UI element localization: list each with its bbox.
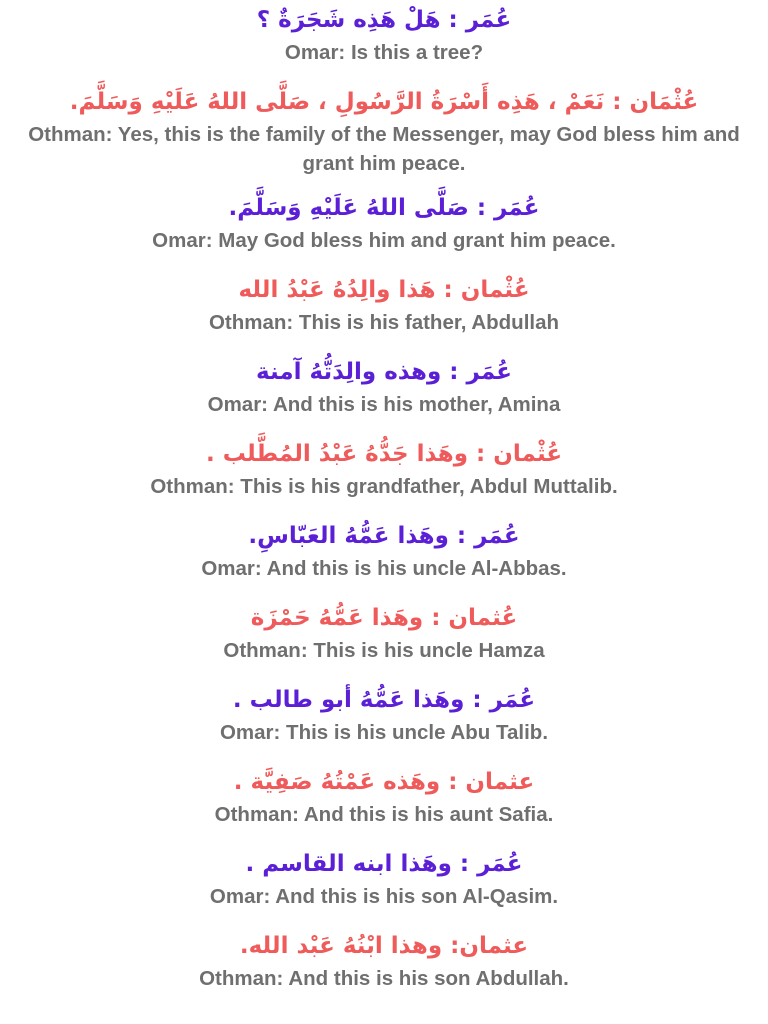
english-line-othman: Othman: This is his uncle Hamza xyxy=(223,639,545,662)
english-line-othman: Othman: This is his grandfather, Abdul Muttalib. xyxy=(150,475,618,498)
english-line-omar: Omar: May God bless him and grant him peace. xyxy=(152,229,616,252)
english-line-othman: Othman: And this is his aunt Safia. xyxy=(214,803,554,826)
english-line-othman: Othman: This is his father, Abdullah xyxy=(208,311,560,334)
english-line-omar: Omar: And this is his uncle Al-Abbas. xyxy=(201,557,567,580)
arabic-line-othman: عثمان: وهذا ابْنُهُ عَبْد الله. xyxy=(239,933,529,959)
arabic-line-othman: عثمان : وهَذه عَمْتُهُ صَفِيَّة . xyxy=(233,769,535,795)
english-line-omar: Omar: And this is his son Al-Qasim. xyxy=(209,885,559,908)
english-line-omar: Omar: Is this a tree? xyxy=(284,41,484,64)
arabic-line-omar: عُمَر : هَلْ هَذِه شَجَرَةٌ ؟ xyxy=(256,7,512,33)
arabic-line-omar: عُمَر : وهَذا ابنه القاسم . xyxy=(245,851,523,877)
arabic-line-omar: عُمَر : وهذه والِدَتُّهُ آمنة xyxy=(256,359,512,385)
arabic-line-othman: عُثمان : وهَذا عَمُّهُ حَمْزَة xyxy=(250,605,518,631)
english-line-othman: Othman: And this is his son Abdullah. xyxy=(199,967,569,990)
arabic-line-omar: عُمَر : صَلَّى اللهُ عَلَيْهِ وَسَلَّمَ. xyxy=(228,195,540,221)
english-line-othman: Othman: Yes, this is the family of the Messenger, may God bless him and grant him peace. xyxy=(28,123,740,175)
arabic-line-omar: عُمَر : وهَذا عَمُّهُ العَبّاسِ. xyxy=(248,523,520,549)
english-line-omar: Omar: This is his uncle Abu Talib. xyxy=(219,721,549,744)
arabic-line-othman: عُثْمَان : نَعَمْ ، هَذِه أَسْرَةُ الرَّسُولِ ، صَلَّى اللهُ عَلَيْهِ وَسَلَّمَ. xyxy=(69,89,699,115)
english-line-omar: Omar: And this is his mother, Amina xyxy=(207,393,561,416)
arabic-line-omar: عُمَر : وهَذا عَمُّهُ أبو طالب . xyxy=(232,687,536,713)
arabic-line-othman: عُثْمان : هَذا والِدُهُ عَبْدُ الله xyxy=(238,277,530,303)
arabic-line-othman: عُثْمان : وهَذا جَدُّهُ عَبْدُ المُطَّلب . xyxy=(205,441,563,467)
